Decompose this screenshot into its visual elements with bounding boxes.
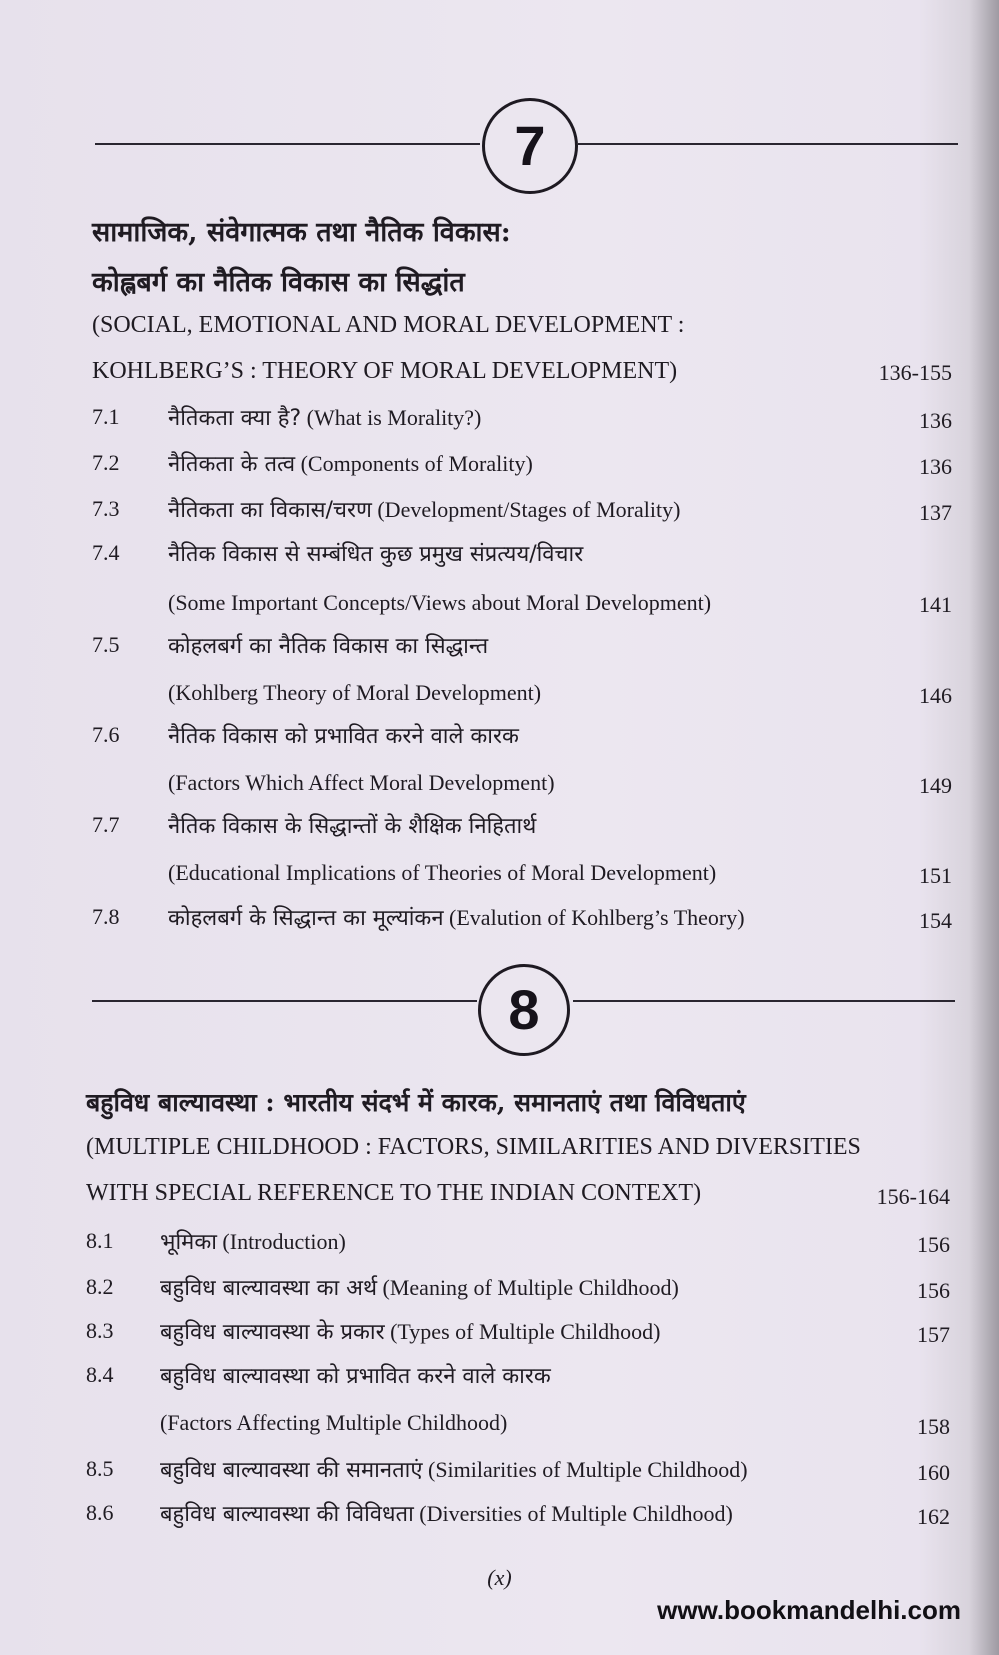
chapter-7-title-hindi-1: सामाजिक, संवेगात्मक तथा नैतिक विकास:: [92, 217, 511, 248]
chapter-7-rule-left: [95, 143, 480, 145]
toc-english-7-2: (Components of Morality): [300, 451, 533, 476]
chapter-7-title-hindi-2: कोह्लबर्ग का नैतिक विकास का सिद्धांत: [92, 267, 465, 298]
toc-english-8-4: (Factors Affecting Multiple Childhood): [160, 1410, 508, 1435]
toc-hindi-8-4: [160, 1360, 551, 1390]
page-number-label: (x): [487, 1565, 512, 1590]
toc-entry-7-8: [168, 902, 745, 932]
chapter-8-title-hindi-1: बहुविध बाल्यावस्था : भारतीय संदर्भ में कारक, समानताएं तथा विविधताएं: [86, 1088, 746, 1117]
toc-page-8-5: 160: [917, 1460, 950, 1485]
toc-num-8-2: 8.2: [86, 1274, 114, 1299]
toc-page-8-1: 156: [917, 1232, 950, 1257]
toc-english-7-4: (Some Important Concepts/Views about Moral Development): [168, 590, 712, 615]
toc-num-8-4: 8.4: [86, 1362, 114, 1387]
toc-num-7-7: 7.7: [92, 812, 120, 837]
toc-entry-7-1: [168, 402, 481, 432]
chapter-8-number-badge: 8: [478, 964, 570, 1056]
toc-hindi-text-7-6: नैतिक विकास को प्रभावित करने वाले कारक: [168, 724, 519, 749]
toc-num-7-6: 7.6: [92, 722, 120, 747]
toc-page-7-3: 137: [919, 500, 952, 525]
chapter-8-title-english-2: WITH SPECIAL REFERENCE TO THE INDIAN CONTEXT): [86, 1180, 702, 1206]
toc-page-8-4: 158: [917, 1414, 950, 1439]
chapter-7-rule-right: [578, 143, 958, 145]
toc-hindi-8-2: बहुविध बाल्यावस्था का अर्थ: [160, 1276, 378, 1301]
toc-english-8-1: (Introduction): [222, 1229, 346, 1254]
chapter-7-page-range: 136-155: [878, 360, 952, 385]
toc-page-7-6: 149: [919, 773, 952, 798]
toc-english-7-7: (Educational Implications of Theories of Moral Development): [168, 860, 717, 885]
toc-hindi-8-5: बहुविध बाल्यावस्था की समानताएं: [160, 1458, 423, 1483]
chapter-8-rule-left: [92, 1000, 477, 1002]
toc-hindi-7-8: कोहलबर्ग के सिद्धान्त का मूल्यांकन: [168, 906, 444, 931]
toc-num-8-1: 8.1: [86, 1228, 114, 1253]
toc-english-8-3: (Types of Multiple Childhood): [390, 1319, 661, 1344]
toc-entry-8-3: [160, 1316, 660, 1346]
toc-hindi-7-6: [168, 720, 519, 750]
toc-english-8-5: (Similarities of Multiple Childhood): [428, 1457, 748, 1482]
toc-page-7-2: 136: [919, 454, 952, 479]
website-watermark: www.bookmandelhi.com: [657, 1595, 961, 1625]
toc-num-7-2: 7.2: [92, 450, 120, 475]
toc-entry-8-5: [160, 1454, 748, 1484]
toc-num-7-1: 7.1: [92, 404, 120, 429]
toc-hindi-7-2: नैतिकता के तत्व: [168, 452, 296, 477]
toc-entry-7-2: [168, 448, 533, 478]
toc-page-8-2: 156: [917, 1278, 950, 1303]
toc-hindi-7-1: नैतिकता क्या है?: [168, 406, 302, 431]
toc-hindi-text-8-4: बहुविध बाल्यावस्था को प्रभावित करने वाले कारक: [160, 1364, 551, 1389]
toc-page-8-3: 157: [917, 1322, 950, 1347]
toc-page-7-1: 136: [919, 408, 952, 433]
chapter-7-title-english-2: KOHLBERG’S : THEORY OF MORAL DEVELOPMENT): [92, 358, 678, 384]
toc-english-7-3: (Development/Stages of Morality): [377, 497, 681, 522]
toc-hindi-text-7-7: नैतिक विकास के सिद्धान्तों के शैक्षिक निहितार्थ: [168, 814, 537, 839]
toc-hindi-8-3: बहुविध बाल्यावस्था के प्रकार: [160, 1320, 385, 1345]
chapter-8-page-range: 156-164: [876, 1184, 950, 1209]
toc-hindi-8-1: भूमिका: [160, 1230, 217, 1255]
toc-num-7-4: 7.4: [92, 540, 120, 565]
toc-entry-8-6: [160, 1498, 733, 1528]
toc-english-7-1: (What is Morality?): [306, 405, 482, 430]
toc-english-7-6: (Factors Which Affect Moral Development): [168, 770, 555, 795]
toc-num-7-5: 7.5: [92, 632, 120, 657]
toc-english-7-8: (Evalution of Kohlberg’s Theory): [449, 905, 745, 930]
toc-hindi-7-7: [168, 810, 536, 840]
toc-num-8-3: 8.3: [86, 1318, 114, 1343]
chapter-8-rule-right: [573, 1000, 955, 1002]
chapter-8-title-english-1: (MULTIPLE CHILDHOOD : FACTORS, SIMILARITIES AND DIVERSITIES: [86, 1134, 861, 1160]
toc-page-7-5: 146: [919, 683, 952, 708]
toc-english-7-5: (Kohlberg Theory of Moral Development): [168, 680, 542, 705]
toc-page-7-8: 154: [919, 908, 952, 933]
toc-num-8-5: 8.5: [86, 1456, 114, 1481]
toc-num-8-6: 8.6: [86, 1500, 114, 1525]
toc-entry-8-2: [160, 1272, 679, 1302]
toc-num-7-3: 7.3: [92, 496, 120, 521]
toc-num-7-8: 7.8: [92, 904, 120, 929]
toc-page-8-6: 162: [917, 1504, 950, 1529]
chapter-7-title-english-1: (SOCIAL, EMOTIONAL AND MORAL DEVELOPMENT :: [92, 312, 685, 338]
toc-english-8-2: (Meaning of Multiple Childhood): [382, 1275, 679, 1300]
chapter-7-number-badge: 7: [482, 98, 578, 194]
toc-entry-8-1: [160, 1226, 346, 1256]
toc-english-8-6: (Diversities of Multiple Childhood): [419, 1501, 733, 1526]
toc-entry-7-3: [168, 494, 680, 524]
toc-page-7-4: 141: [919, 592, 952, 617]
toc-hindi-7-3: नैतिकता का विकास/चरण: [168, 498, 372, 523]
toc-page-7-7: 151: [919, 863, 952, 888]
toc-hindi-8-6: बहुविध बाल्यावस्था की विविधता: [160, 1502, 414, 1527]
toc-hindi-7-4: [168, 538, 583, 568]
toc-hindi-text-7-4: नैतिक विकास से सम्बंधित कुछ प्रमुख संप्रत्यय/विचार: [168, 542, 584, 567]
toc-hindi-7-5: [168, 630, 488, 660]
toc-hindi-text-7-5: कोहलबर्ग का नैतिक विकास का सिद्धान्त: [168, 634, 489, 659]
